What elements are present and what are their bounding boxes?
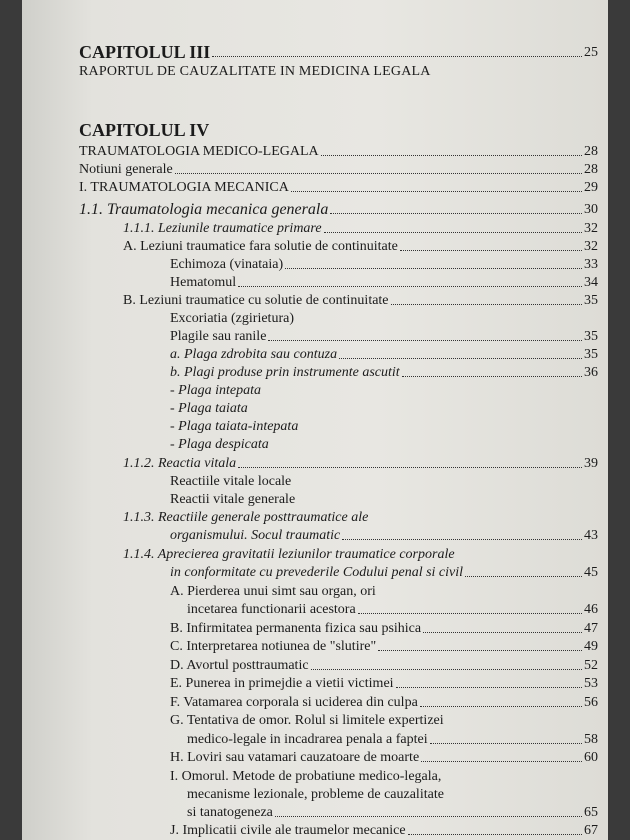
toc-entry: G. Tentativa de omor. Rolul si limitele expertizei (170, 713, 444, 728)
toc-entry: I. Omorul. Metode de probatiune medico-legala, (170, 769, 442, 784)
toc-entry: F. Vatamarea corporala si uciderea din culpa 56 (170, 695, 598, 710)
toc-entry: si tanatogeneza 65 (187, 805, 598, 820)
toc-entry: medico-legale in incadrarea penala a faptei 58 (187, 732, 598, 747)
toc-entry: B. Infirmitatea permanenta fizica sau psihica 47 (170, 621, 598, 636)
toc-entry: Excoriatia (zgirietura) (170, 311, 294, 326)
toc-entry: I. TRAUMATOLOGIA MECANICA 29 (79, 180, 598, 195)
toc-entry: organismului. Socul traumatic 43 (170, 528, 598, 543)
toc-entry: mecanisme lezionale, probleme de cauzalitate (187, 787, 444, 802)
toc-entry: Hematomul 34 (170, 275, 598, 290)
toc-entry: A. Leziuni traumatice fara solutie de continuitate 32 (123, 239, 598, 254)
toc-entry: J. Implicatii civile ale traumelor mecanice 67 (170, 823, 598, 838)
toc-entry: incetarea functionarii acestora 46 (187, 602, 598, 617)
chapter-3-page: 25 (584, 45, 598, 60)
toc-entry: C. Interpretarea notiunea de "slutire" 49 (170, 639, 598, 654)
toc-entry: Reactiile vitale locale (170, 474, 292, 489)
toc-entry: E. Punerea in primejdie a vietii victimei 53 (170, 676, 598, 691)
toc-entry: in conformitate cu prevederile Codului penal si civil 45 (170, 565, 598, 580)
chapter-4-title: CAPITOLUL IV (79, 120, 210, 140)
toc-entry: - Plaga despicata (170, 437, 269, 452)
dot-leader (212, 56, 582, 57)
toc-entry: Notiuni generale 28 (79, 162, 598, 177)
toc-entry: 1.1.3. Reactiile generale posttraumatice ale (123, 510, 369, 525)
chapter-3-subtitle: RAPORTUL DE CAUZALITATE IN MEDICINA LEGALA (79, 64, 431, 79)
chapter-3-title: CAPITOLUL III (79, 42, 211, 62)
toc-entry: - Plaga taiata (170, 401, 248, 416)
toc-entry: H. Loviri sau vatamari cauzatoare de moarte 60 (170, 750, 598, 765)
toc-entry: Reactii vitale generale (170, 492, 296, 507)
toc-entry: Plagile sau ranile 35 (170, 329, 598, 344)
toc-entry: 1.1. Traumatologia mecanica generala 30 (79, 201, 598, 218)
toc-entry: a. Plaga zdrobita sau contuza 35 (170, 347, 598, 362)
book-page (22, 0, 608, 840)
toc-entry: - Plaga taiata-intepata (170, 419, 299, 434)
toc-entry: 1.1.2. Reactia vitala 39 (123, 456, 598, 471)
toc-entry: Echimoza (vinataia) 33 (170, 257, 598, 272)
toc-entry: B. Leziuni traumatice cu solutie de continuitate 35 (123, 293, 598, 308)
chapter-3-heading (79, 41, 598, 61)
table-of-contents (22, 0, 608, 840)
toc-entry: 1.1.1. Leziunile traumatice primare 32 (123, 221, 598, 236)
toc-entry: 1.1.4. Aprecierea gravitatii leziunilor traumatice corporale (123, 547, 455, 562)
toc-entry: D. Avortul posttraumatic 52 (170, 658, 598, 673)
toc-entry: TRAUMATOLOGIA MEDICO-LEGALA 28 (79, 144, 598, 159)
toc-entry: A. Pierderea unui simt sau organ, ori (170, 584, 376, 599)
toc-entry: b. Plagi produse prin instrumente ascutit 36 (170, 365, 598, 380)
toc-entry: - Plaga intepata (170, 383, 261, 398)
